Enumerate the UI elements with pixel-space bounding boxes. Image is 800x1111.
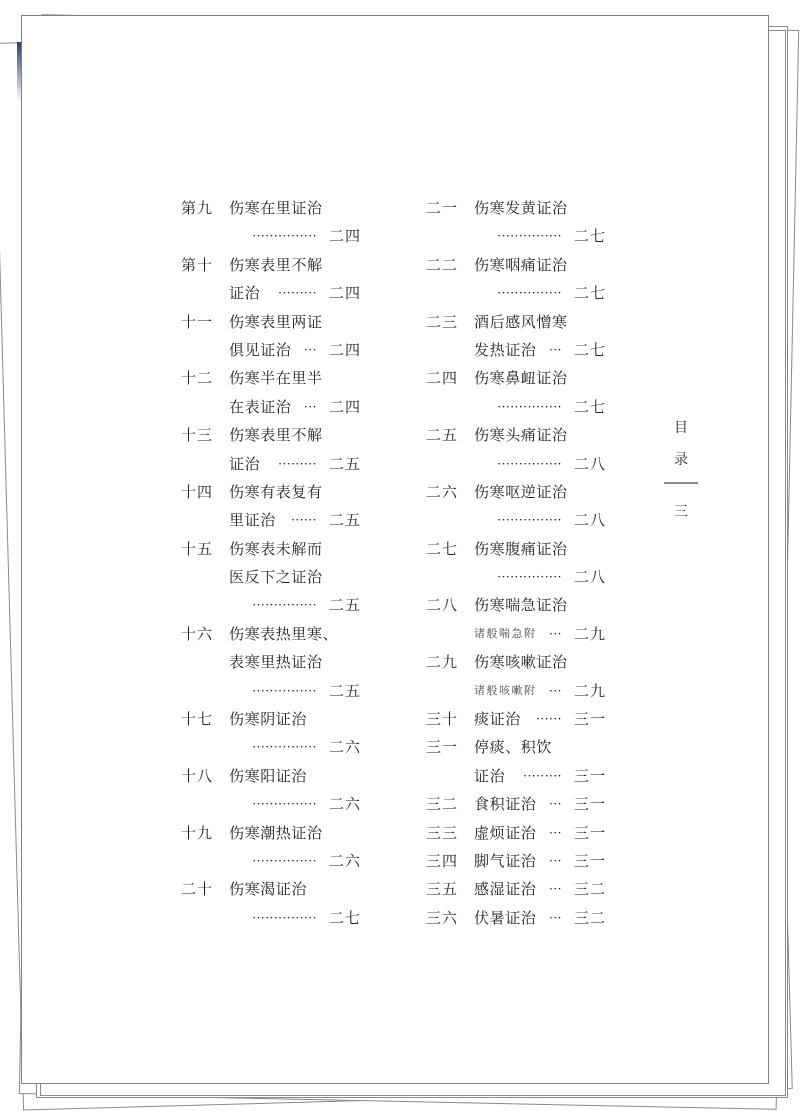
- entry-title-text: 伤寒表里两证: [229, 312, 323, 331]
- entry-number: [181, 279, 229, 307]
- spacer: [474, 393, 497, 421]
- entry-title: [229, 705, 361, 733]
- entry-title-text: 伏暑证治: [474, 908, 537, 927]
- entry-title-text: 虚烦证治: [474, 823, 537, 842]
- entry-title: [229, 478, 361, 506]
- entry-title: [474, 762, 606, 790]
- entry-page-number: 三二: [573, 908, 606, 927]
- spacer: [291, 393, 304, 421]
- entry-page-number: 二五: [328, 454, 361, 473]
- entry-title-text: 伤寒阴证治: [229, 710, 308, 729]
- toc-entry-line[interactable]: [181, 535, 361, 563]
- entry-title: [474, 194, 606, 222]
- entry-title: [229, 790, 361, 818]
- entry-page-number: 三一: [573, 795, 606, 814]
- entry-page-number: 二八: [573, 568, 606, 587]
- entry-title: [229, 364, 361, 392]
- toc-entry-line[interactable]: [426, 478, 606, 506]
- entry-number: [181, 450, 229, 478]
- entry-title: [229, 563, 361, 591]
- entry-number: [426, 620, 474, 648]
- spacer: [505, 762, 523, 790]
- entry-number: 三二: [426, 795, 459, 814]
- spacer: [474, 222, 497, 250]
- entry-title: [474, 308, 606, 336]
- toc-entry-line[interactable]: [181, 819, 361, 847]
- toc-entry-line[interactable]: [181, 705, 361, 733]
- toc-entry-line: [181, 733, 361, 761]
- entry-page-number: 三一: [573, 851, 606, 870]
- entry-title: [474, 279, 606, 307]
- toc-entry-line: [181, 336, 361, 364]
- entry-page-number: 二七: [573, 340, 606, 359]
- entry-title-text: 医反下之证治: [229, 568, 323, 587]
- toc-entry-line: [181, 677, 361, 705]
- toc-entry-line[interactable]: [426, 705, 606, 733]
- spacer: [291, 336, 304, 364]
- entry-title-text: 伤寒表未解而: [229, 539, 323, 558]
- spacer: [229, 677, 252, 705]
- entry-number: [181, 563, 229, 591]
- entry-title-text: 伤寒鼻衄证治: [474, 369, 568, 388]
- entry-title-text: 伤寒在里证治: [229, 199, 323, 217]
- entry-number: 二十: [181, 880, 214, 899]
- spacer: [536, 847, 549, 875]
- toc-entry-line[interactable]: [181, 364, 361, 392]
- entry-page-number: 二八: [573, 511, 606, 530]
- toc-entry-line[interactable]: [426, 194, 606, 222]
- dot-leader: ······: [536, 712, 562, 727]
- entry-title-text: 伤寒头痛证治: [474, 426, 568, 445]
- entry-number: 十九: [181, 823, 214, 842]
- entry-page-number: 二四: [328, 340, 361, 359]
- entry-title: [229, 450, 361, 478]
- toc-column-right: [426, 194, 606, 932]
- entry-title-text: 伤寒潮热证治: [229, 823, 323, 842]
- entry-number: 十三: [181, 426, 214, 445]
- spacer: [536, 904, 549, 932]
- toc-entry-line[interactable]: [426, 364, 606, 392]
- entry-title: [474, 648, 606, 676]
- entry-title-text: 证治: [474, 766, 506, 785]
- toc-entry-line: [181, 222, 361, 250]
- entry-page-number: 三一: [573, 823, 606, 842]
- entry-page-number: 三一: [573, 710, 606, 729]
- entry-page-number: 二七: [573, 284, 606, 303]
- entry-number: [181, 336, 229, 364]
- entry-number: [181, 506, 229, 534]
- toc-entry-line: [181, 506, 361, 534]
- spacer: [536, 875, 549, 903]
- section-label: 目: [674, 420, 688, 436]
- dot-leader: ···············: [497, 229, 562, 244]
- entry-title-text: 伤寒表热里寒、: [229, 624, 339, 643]
- dot-leader: ···: [304, 342, 317, 357]
- spacer: [229, 591, 252, 619]
- entry-number: 十四: [181, 482, 214, 501]
- entry-title: [229, 847, 361, 875]
- entry-title: [474, 421, 606, 449]
- toc-entry-line: [426, 393, 606, 421]
- entry-page-number: 二四: [328, 397, 361, 416]
- dot-leader: ···: [549, 626, 562, 641]
- running-header: [643, 412, 719, 528]
- spacer: [260, 279, 278, 307]
- spacer: [474, 279, 497, 307]
- toc-entry-line[interactable]: [181, 194, 361, 222]
- entry-title: [474, 733, 606, 761]
- entry-title-text: 感湿证治: [474, 880, 537, 899]
- toc-entry-line[interactable]: [426, 819, 606, 847]
- entry-page-number: 二七: [573, 397, 606, 416]
- entry-number: 二三: [426, 312, 459, 331]
- page-number: 三: [674, 504, 688, 520]
- dot-leader: ···············: [252, 797, 317, 812]
- dot-leader: ···: [549, 683, 562, 698]
- entry-page-number: 二七: [573, 227, 606, 246]
- entry-title: [474, 904, 606, 932]
- entry-number: 三三: [426, 823, 459, 842]
- toc-entry-line: [181, 450, 361, 478]
- toc-entry-line: [181, 904, 361, 932]
- toc-entry-line: [426, 450, 606, 478]
- dot-leader: ···: [549, 853, 562, 868]
- entry-number: [426, 336, 474, 364]
- entry-title-text: 伤寒阳证治: [229, 766, 308, 785]
- entry-title: [229, 620, 361, 648]
- entry-number: [426, 450, 474, 478]
- entry-number: 二四: [426, 369, 459, 388]
- entry-number: [181, 790, 229, 818]
- toc-entry-line[interactable]: [426, 308, 606, 336]
- entry-title-text: 诸般咳嗽附: [474, 683, 537, 697]
- entry-title: [229, 251, 361, 279]
- toc-entry-line[interactable]: [181, 762, 361, 790]
- entry-page-number: 三二: [573, 880, 606, 899]
- entry-title-text: 诸般喘急附: [474, 626, 537, 640]
- toc-entry-line[interactable]: [426, 648, 606, 676]
- entry-title: [474, 251, 606, 279]
- entry-title-text: 痰证治: [474, 710, 521, 729]
- entry-title: [474, 336, 606, 364]
- toc-entry-line: [181, 790, 361, 818]
- dot-leader: ······: [291, 513, 317, 528]
- entry-page-number: 二五: [328, 596, 361, 615]
- entry-title: [229, 279, 361, 307]
- entry-number: 二一: [426, 199, 459, 217]
- entry-number: 二六: [426, 482, 459, 501]
- entry-page-number: 二九: [573, 624, 606, 643]
- entry-title: [229, 506, 361, 534]
- entry-number: 二七: [426, 539, 459, 558]
- entry-title-text: 伤寒表里不解: [229, 426, 323, 445]
- entry-title: [474, 535, 606, 563]
- toc-entry-line[interactable]: [181, 620, 361, 648]
- entry-title: [474, 819, 606, 847]
- entry-page-number: 二八: [573, 454, 606, 473]
- toc-column-left: [181, 194, 361, 932]
- entry-title-text: 伤寒喘急证治: [474, 596, 568, 615]
- dot-leader: ···: [549, 797, 562, 812]
- entry-number: [181, 677, 229, 705]
- spacer: [474, 506, 497, 534]
- entry-number: [426, 279, 474, 307]
- toc-entry-line: [426, 563, 606, 591]
- entry-number: [426, 762, 474, 790]
- dot-leader: ···: [549, 910, 562, 925]
- entry-title-text: 俱见证治: [229, 340, 292, 359]
- entry-title: [229, 393, 361, 421]
- entry-number: 三六: [426, 908, 459, 927]
- dot-leader: ···············: [497, 456, 562, 471]
- entry-title-text: 伤寒半在里半: [229, 369, 323, 388]
- entry-title: [474, 591, 606, 619]
- entry-title-text: 伤寒发黄证治: [474, 199, 568, 217]
- entry-title-text: 证治: [229, 454, 261, 473]
- entry-page-number: 二四: [328, 227, 361, 246]
- dot-leader: ···············: [252, 683, 317, 698]
- entry-title: [474, 506, 606, 534]
- spacer: [536, 336, 549, 364]
- entry-title: [474, 847, 606, 875]
- dot-leader: ···: [549, 342, 562, 357]
- toc-entry-line[interactable]: [181, 308, 361, 336]
- entry-title: [229, 904, 361, 932]
- spacer: [260, 450, 278, 478]
- entry-title: [229, 762, 361, 790]
- spacer: [276, 506, 291, 534]
- entry-page-number: 二六: [328, 738, 361, 757]
- entry-title: [229, 819, 361, 847]
- entry-number: 十五: [181, 539, 214, 558]
- dot-leader: ·········: [278, 286, 317, 301]
- spacer: [521, 705, 536, 733]
- spacer: [229, 847, 252, 875]
- toc-entry-line[interactable]: [181, 875, 361, 903]
- entry-number: 十六: [181, 624, 214, 643]
- spacer: [474, 450, 497, 478]
- toc-entry-line: [426, 506, 606, 534]
- entry-title: [229, 308, 361, 336]
- entry-number: [426, 222, 474, 250]
- entry-number: [181, 733, 229, 761]
- toc-entry-line[interactable]: [426, 421, 606, 449]
- entry-title-text: 伤寒咽痛证治: [474, 255, 568, 274]
- entry-title: [229, 336, 361, 364]
- entry-number: 三四: [426, 851, 459, 870]
- entry-number: 二五: [426, 426, 459, 445]
- toc-entry-line: [426, 222, 606, 250]
- entry-number: [181, 648, 229, 676]
- entry-title: [229, 648, 361, 676]
- dot-leader: ···: [549, 882, 562, 897]
- entry-number: 三一: [426, 738, 459, 757]
- spacer: [536, 790, 549, 818]
- entry-title: [474, 450, 606, 478]
- toc-entry-line: [181, 393, 361, 421]
- entry-title: [474, 705, 606, 733]
- dot-leader: ·········: [523, 768, 562, 783]
- toc-entry-line[interactable]: [426, 251, 606, 279]
- toc-entry-line: [426, 762, 606, 790]
- entry-title-text: 伤寒渴证治: [229, 880, 308, 899]
- toc-entry-line[interactable]: [426, 875, 606, 903]
- entry-title: [474, 563, 606, 591]
- toc-entry-line[interactable]: [426, 904, 606, 932]
- entry-title-text: 脚气证治: [474, 851, 537, 870]
- toc-entry-line[interactable]: [181, 251, 361, 279]
- entry-title-text: 发热证治: [474, 340, 537, 359]
- entry-title: [474, 875, 606, 903]
- entry-page-number: 三一: [573, 766, 606, 785]
- entry-title-text: 表寒里热证治: [229, 653, 323, 672]
- entry-number: [426, 506, 474, 534]
- entry-title: [229, 733, 361, 761]
- entry-number: [426, 393, 474, 421]
- section-label: 录: [674, 452, 688, 468]
- entry-number: 十七: [181, 710, 214, 729]
- entry-page-number: 二九: [573, 681, 606, 700]
- entry-title: [229, 194, 361, 222]
- entry-number: 三五: [426, 880, 459, 899]
- toc-entry-line[interactable]: [426, 847, 606, 875]
- entry-number: [181, 904, 229, 932]
- entry-title-text: 伤寒表里不解: [229, 255, 323, 274]
- dot-leader: ···: [549, 825, 562, 840]
- dot-leader: ·········: [278, 456, 317, 471]
- dot-leader: ···············: [497, 513, 562, 528]
- toc-entry-line: [181, 563, 361, 591]
- entry-title: [229, 875, 361, 903]
- spacer: [229, 222, 252, 250]
- dot-leader: ···············: [252, 740, 317, 755]
- spacer: [536, 819, 549, 847]
- dot-leader: ···: [304, 399, 317, 414]
- entry-title: [474, 790, 606, 818]
- entry-title: [229, 677, 361, 705]
- entry-number: [181, 393, 229, 421]
- entry-number: [181, 222, 229, 250]
- toc-entry-line: [181, 847, 361, 875]
- toc-entry-line[interactable]: [426, 790, 606, 818]
- spacer: [537, 677, 550, 705]
- entry-page-number: 二四: [328, 284, 361, 303]
- entry-page-number: 二六: [328, 795, 361, 814]
- entry-page-number: 二五: [328, 681, 361, 700]
- spacer: [229, 904, 252, 932]
- entry-title: [474, 677, 606, 705]
- entry-number: [181, 591, 229, 619]
- entry-title-text: 食积证治: [474, 795, 537, 814]
- toc-entry-line: [181, 591, 361, 619]
- entry-page-number: 二六: [328, 851, 361, 870]
- spacer: [229, 733, 252, 761]
- entry-title: [229, 222, 361, 250]
- entry-number: 二二: [426, 255, 459, 274]
- entry-number: 二九: [426, 653, 459, 672]
- entry-number: 十八: [181, 766, 214, 785]
- entry-title-text: 在表证治: [229, 397, 292, 416]
- toc-entry-line: [181, 279, 361, 307]
- dot-leader: ···············: [497, 570, 562, 585]
- entry-title-text: 里证治: [229, 511, 276, 530]
- spacer: [537, 620, 550, 648]
- entry-number: [181, 847, 229, 875]
- spacer: [474, 563, 497, 591]
- entry-number: 三十: [426, 710, 459, 729]
- entry-title: [229, 421, 361, 449]
- dot-leader: ···············: [497, 286, 562, 301]
- entry-number: 第九: [181, 199, 214, 217]
- entry-title: [474, 364, 606, 392]
- toc-entry-line: [426, 279, 606, 307]
- entry-title: [474, 478, 606, 506]
- toc-entry-line: [426, 677, 606, 705]
- entry-title: [474, 620, 606, 648]
- toc-entry-line: [181, 648, 361, 676]
- entry-number: 二八: [426, 596, 459, 615]
- dot-leader: ···············: [252, 598, 317, 613]
- entry-title-text: 停痰、积饮: [474, 738, 553, 757]
- divider: [664, 482, 698, 484]
- entry-title: [474, 393, 606, 421]
- spacer: [229, 790, 252, 818]
- entry-title: [229, 535, 361, 563]
- document-page: [21, 15, 769, 1084]
- entry-title-text: 伤寒咳嗽证治: [474, 653, 568, 672]
- toc-entry-line[interactable]: [426, 591, 606, 619]
- entry-number: [426, 563, 474, 591]
- dot-leader: ···············: [497, 399, 562, 414]
- entry-title: [229, 591, 361, 619]
- entry-title-text: 伤寒有表复有: [229, 482, 323, 501]
- dot-leader: ···············: [252, 910, 317, 925]
- toc-entry-line: [426, 336, 606, 364]
- entry-number: 第十: [181, 255, 214, 274]
- entry-title-text: 伤寒腹痛证治: [474, 539, 568, 558]
- toc-entry-line[interactable]: [181, 478, 361, 506]
- entry-title-text: 酒后感风憎寒: [474, 312, 568, 331]
- toc-entry-line: [426, 620, 606, 648]
- entry-page-number: 二五: [328, 511, 361, 530]
- toc-entry-line[interactable]: [181, 421, 361, 449]
- entry-title: [474, 222, 606, 250]
- dot-leader: ···············: [252, 229, 317, 244]
- dot-leader: ···············: [252, 853, 317, 868]
- toc-entry-line[interactable]: [426, 733, 606, 761]
- entry-number: 十一: [181, 312, 214, 331]
- entry-page-number: 二七: [328, 908, 361, 927]
- entry-number: [426, 677, 474, 705]
- toc-entry-line[interactable]: [426, 535, 606, 563]
- entry-title-text: 证治: [229, 284, 261, 303]
- entry-title-text: 伤寒呕逆证治: [474, 482, 568, 501]
- entry-number: 十二: [181, 369, 214, 388]
